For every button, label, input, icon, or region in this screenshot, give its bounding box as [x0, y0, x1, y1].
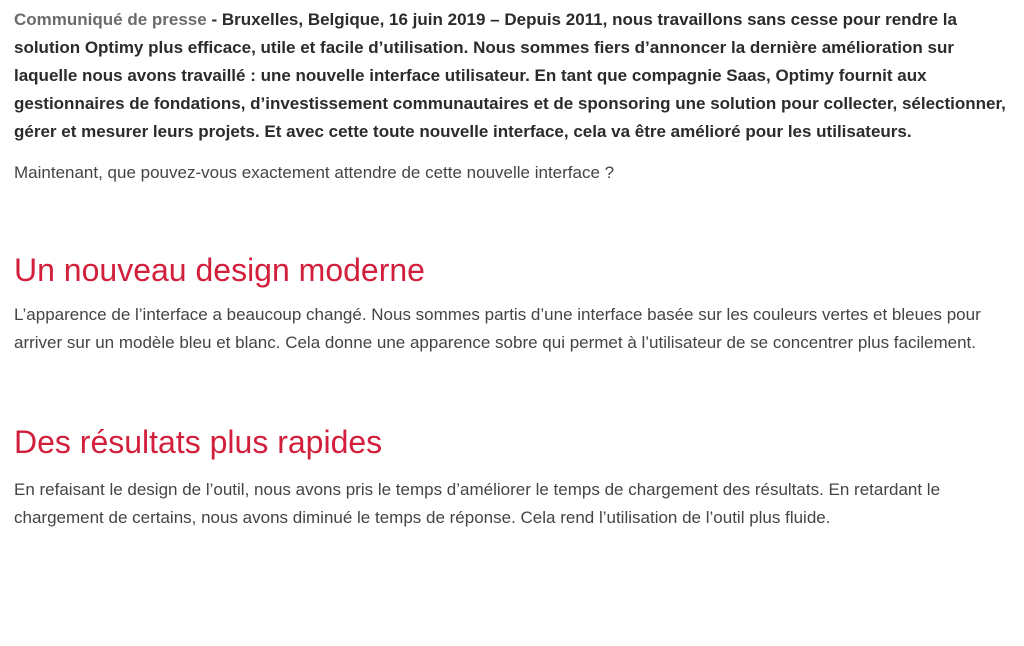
section-paragraph-results: En refaisant le design de l’outil, nous avons pris le temps d’améliorer le temps de chargement des résultats. En retardant le chargement de certains, nous avons diminué le temps de réponse. Cela rend l’utilisation de l’outil plus fluide.	[14, 479, 941, 527]
press-release-label: Communiqué de presse	[14, 10, 207, 29]
section-heading-results: Des résultats plus rapides	[14, 423, 383, 460]
press-release-lead-text: - Bruxelles, Belgique, 16 juin 2019 – Depuis 2011, nous travaillons sans cesse pour rendre la solution Optimy plus efficace, utile et facile d’utilisation. Nous sommes fiers d’annoncer la dernière amélioration sur laquelle nous avons travaillé : une nouvelle interface utilisateur. En tant que compagnie Saas, Optimy fournit aux gestionnaires de fondations, d’investissement communautaires et de sponsoring une solution pour collecter, sélectionner, gérer et mesurer leurs projets. Et avec cette toute nouvelle interface, cela va être amélioré pour les utilisateurs.	[14, 10, 1006, 141]
intro-question: Maintenant, que pouvez-vous exactement attendre de cette nouvelle interface ?	[14, 163, 615, 182]
section-paragraph-design: L’apparence de l’interface a beaucoup changé. Nous sommes partis d’une interface basée sur les couleurs vertes et bleues pour arriver sur un modèle bleu et blanc. Cela donne une apparence sobre qui permet à l’utilisateur de se concentrer plus facilement.	[14, 304, 981, 352]
section-heading-design: Un nouveau design moderne	[14, 251, 425, 288]
press-release-lead	[14, 0, 1014, 146]
